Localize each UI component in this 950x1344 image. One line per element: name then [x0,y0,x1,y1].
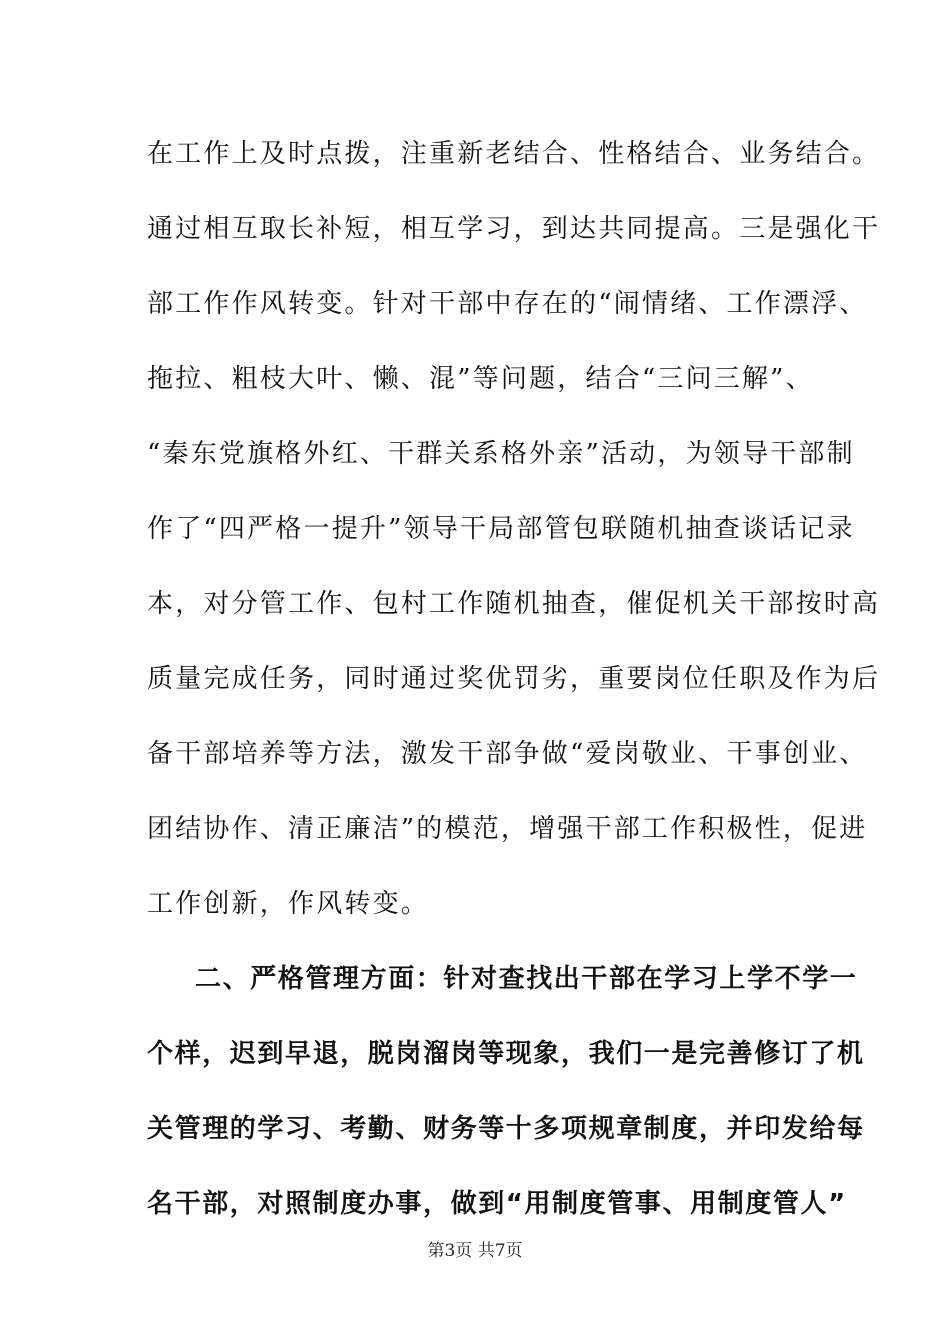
bold-paragraph-line: 关管理的学习、考勤、财务等十多项规章制度，并印发给每 [147,1114,865,1144]
section-heading-line: 二、严格管理方面：针对查找出干部在学习上学不学一 [195,964,858,994]
paragraph-line: 工作创新，作风转变。 [147,889,430,919]
bold-paragraph-line: 名干部，对照制度办事，做到“用制度管事、用制度管人” [147,1189,847,1219]
paragraph-line: 作了“四严格一提升”领导干局部管包联随机抽查谈话记录 [147,514,855,544]
paragraph-line: 质量完成任务，同时通过奖优罚劣，重要岗位任职及作为后 [147,664,881,694]
paragraph-line: 在工作上及时点拨，注重新老结合、性格结合、业务结合。 [147,139,881,169]
paragraph-line: 通过相互取长补短，相互学习，到达共同提高。三是强化干 [147,214,881,244]
bold-paragraph-line: 个样，迟到早退，脱岗溜岗等现象，我们一是完善修订了机 [147,1039,865,1069]
paragraph-line: 团结协作、清正廉洁”的模范，增强干部工作积极性，促进 [147,814,868,844]
paragraph-line: “秦东党旗格外红、干群关系格外亲”活动，为领导干部制 [147,439,855,469]
paragraph-line: 部工作作风转变。针对干部中存在的“闹情绪、工作漂浮、 [147,289,868,319]
paragraph-line: 备干部培养等方法，激发干部争做“爱岗敬业、干事创业、 [147,739,868,769]
paragraph-line: 本，对分管工作、包村工作随机抽查，催促机关干部按时高 [147,589,881,619]
page-number-footer: 第3页 共7页 [427,1241,523,1261]
paragraph-line: 拖拉、粗枝大叶、懒、混”等问题，结合“三问三解”、 [147,364,814,394]
